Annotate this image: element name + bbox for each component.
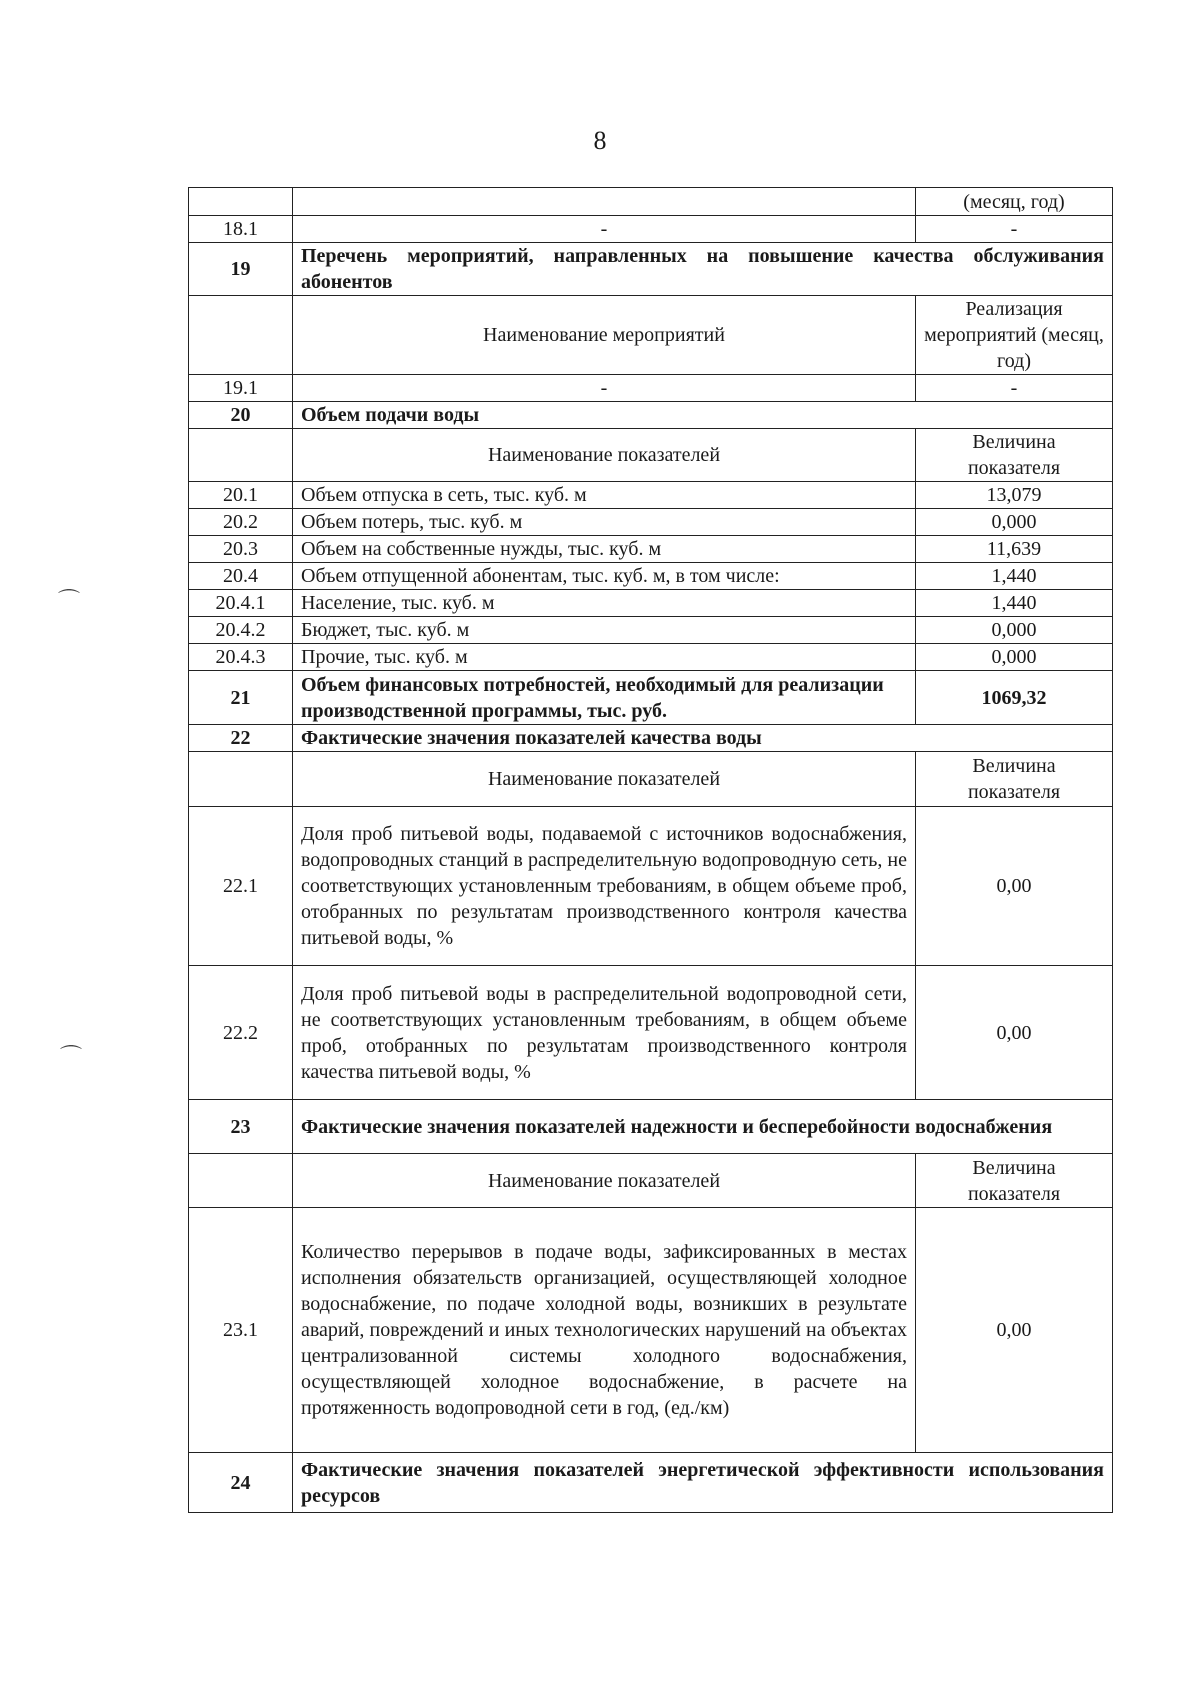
row-number (189, 296, 293, 375)
section-number: 21 (189, 671, 293, 725)
header-row (189, 1154, 1113, 1208)
section-title: Фактические значения показателей качества воды (293, 725, 1113, 752)
section-title: Перечень мероприятий, направленных на повышение качества обслуживания абонентов (293, 243, 1113, 296)
section-number: 22 (189, 725, 293, 752)
row-value: 11,639 (916, 536, 1113, 563)
section-title: Фактические значения показателей надежности и бесперебойности водоснабжения (293, 1100, 1113, 1154)
table-row (189, 375, 1113, 402)
row-name: - (293, 375, 916, 402)
row-name: Объем потерь, тыс. куб. м (293, 509, 916, 536)
column-header-value: Величина показателя (916, 752, 1113, 807)
header-row (189, 296, 1113, 375)
row-value: 0,00 (916, 807, 1113, 966)
table-row (189, 188, 1113, 216)
column-header-name: Наименование мероприятий (293, 296, 916, 375)
row-number (189, 188, 293, 216)
section-row (189, 671, 1113, 725)
punch-mark: ⌒ (60, 1044, 83, 1069)
section-number: 24 (189, 1453, 293, 1513)
row-name: Бюджет, тыс. куб. м (293, 617, 916, 644)
row-value: 13,079 (916, 482, 1113, 509)
header-row (189, 429, 1113, 482)
table-row (189, 509, 1113, 536)
table-row (189, 216, 1113, 243)
row-number: 20.3 (189, 536, 293, 563)
row-value: - (916, 375, 1113, 402)
table-row (189, 536, 1113, 563)
row-name: Количество перерывов в подаче воды, зафиксированных в местах исполнения обязательств организацией, осуществляющей холодное водоснабжение, по подаче холодной воды, возникших в результате аварий, повреждений и иных технологических нарушений на объектах централизованной системы холодного водоснабжения, осуществляющей холодное водоснабжение, в расчете на протяженность водопроводной сети в год, (ед./км) (293, 1208, 916, 1453)
row-number: 18.1 (189, 216, 293, 243)
table-row (189, 590, 1113, 617)
section-number: 23 (189, 1100, 293, 1154)
row-number (189, 752, 293, 807)
row-name: Объем финансовых потребностей, необходимый для реализации производственной программы, тыс. руб. (293, 671, 916, 725)
section-title: Объем подачи воды (293, 402, 1113, 429)
row-value: - (916, 216, 1113, 243)
row-value: (месяц, год) (916, 188, 1113, 216)
column-header-name: Наименование показателей (293, 1154, 916, 1208)
table-row (189, 563, 1113, 590)
row-name: Объем отпуска в сеть, тыс. куб. м (293, 482, 916, 509)
table-row (189, 644, 1113, 671)
row-number: 20.4 (189, 563, 293, 590)
section-row (189, 402, 1113, 429)
row-value: 0,00 (916, 966, 1113, 1100)
row-name: Доля проб питьевой воды, подаваемой с источников водоснабжения, водопроводных станций в распределительную водопроводную сеть, не соответствующих установленным требованиям, в общем объеме проб, отобранных по результатам производственного контроля качества питьевой воды, % (293, 807, 916, 966)
row-number: 22.2 (189, 966, 293, 1100)
punch-mark: ⌒ (58, 588, 81, 613)
row-number: 20.1 (189, 482, 293, 509)
row-name: Объем отпущенной абонентам, тыс. куб. м, в том числе: (293, 563, 916, 590)
section-row (189, 243, 1113, 296)
row-number (189, 1154, 293, 1208)
row-value: 0,000 (916, 644, 1113, 671)
column-header-name: Наименование показателей (293, 429, 916, 482)
row-value: 0,000 (916, 509, 1113, 536)
column-header-value: Реализация мероприятий (месяц, год) (916, 296, 1113, 375)
row-number: 20.4.2 (189, 617, 293, 644)
table-row (189, 1208, 1113, 1453)
row-value: 1,440 (916, 590, 1113, 617)
page-number: 8 (593, 126, 607, 155)
row-number: 23.1 (189, 1208, 293, 1453)
header-row (189, 752, 1113, 807)
table-row (189, 807, 1113, 966)
row-number: 20.2 (189, 509, 293, 536)
row-number: 22.1 (189, 807, 293, 966)
row-value: 1069,32 (916, 671, 1113, 725)
row-name: Объем на собственные нужды, тыс. куб. м (293, 536, 916, 563)
section-number: 19 (189, 243, 293, 296)
row-name (293, 188, 916, 216)
row-number: 20.4.1 (189, 590, 293, 617)
row-value: 1,440 (916, 563, 1113, 590)
row-value: 0,000 (916, 617, 1113, 644)
row-name: - (293, 216, 916, 243)
table-row (189, 617, 1113, 644)
column-header-value: Величина показателя (916, 1154, 1113, 1208)
section-title: Фактические значения показателей энергетической эффективности использования ресурсов (293, 1453, 1113, 1513)
section-row (189, 1453, 1113, 1513)
column-header-name: Наименование показателей (293, 752, 916, 807)
row-name: Доля проб питьевой воды в распределительной водопроводной сети, не соответствующих установленным требованиям, в общем объеме проб, отобранных по результатам производственного контроля качества питьевой воды, % (293, 966, 916, 1100)
row-value: 0,00 (916, 1208, 1113, 1453)
row-name: Население, тыс. куб. м (293, 590, 916, 617)
section-row (189, 1100, 1113, 1154)
table-row (189, 482, 1113, 509)
row-number: 19.1 (189, 375, 293, 402)
row-name: Прочие, тыс. куб. м (293, 644, 916, 671)
table-row (189, 966, 1113, 1100)
section-row (189, 725, 1113, 752)
section-number: 20 (189, 402, 293, 429)
row-number (189, 429, 293, 482)
indicators-table (188, 187, 1113, 1513)
column-header-value: Величина показателя (916, 429, 1113, 482)
row-number: 20.4.3 (189, 644, 293, 671)
